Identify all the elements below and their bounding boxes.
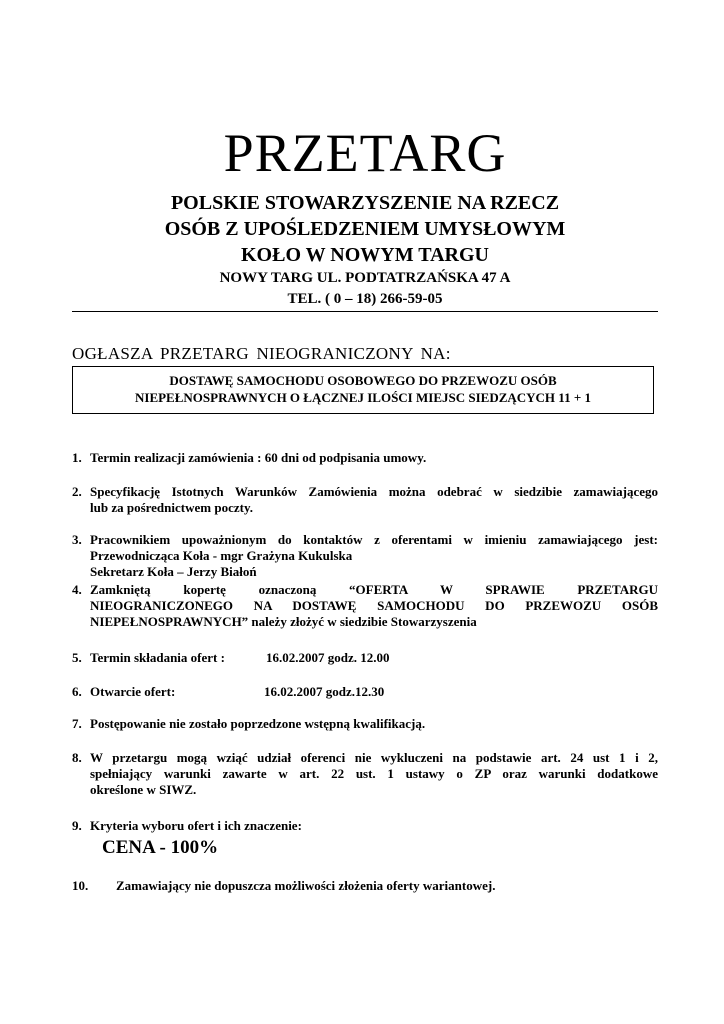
list-item-text: spełniający warunki zawarte w art. 22 ust. 1 ustawy o ZP oraz warunki dodatkowe: [90, 766, 658, 781]
offer-opening-value: 16.02.2007 godz.12.30: [264, 684, 385, 699]
list-item-text: lub za pośrednictwem poczty.: [90, 500, 253, 515]
list-item-number: 10.: [72, 878, 89, 893]
tender-subject-line-2: NIEPEŁNOSPRAWNYCH O ŁĄCZNEJ ILOŚCI MIEJSC SIEDZĄCYCH 11 + 1: [135, 390, 591, 405]
list-item: [72, 532, 658, 580]
list-item: [72, 582, 658, 630]
list-item-text: Zamawiający nie dopuszcza możliwości złożenia oferty wariantowej.: [116, 878, 496, 893]
organization-name-line-1: POLSKIE STOWARZYSZENIE NA RZECZ: [170, 192, 560, 214]
list-item-text: NIEPEŁNOSPRAWNYCH” należy złożyć w siedzibie Stowarzyszenia: [90, 614, 477, 629]
list-item-number: 8.: [72, 750, 82, 765]
organization-name-line-3: KOŁO W NOWYM TARGU: [241, 244, 489, 266]
list-item-number: 2.: [72, 484, 82, 499]
list-item: [72, 716, 658, 732]
list-item: [72, 484, 658, 516]
list-item-text: Termin realizacji zamówienia : 60 dni od podpisania umowy.: [90, 450, 427, 465]
list-item-number: 4.: [72, 582, 82, 597]
list-item-number: 6.: [72, 684, 82, 699]
tender-subject-box: [72, 366, 654, 414]
list-item-number: 5.: [72, 650, 82, 665]
list-item-text: Postępowanie nie zostało poprzedzone wstępną kwalifikacją.: [90, 716, 426, 731]
list-item-number: 3.: [72, 532, 82, 547]
header-divider: [72, 311, 658, 312]
list-item: [72, 450, 658, 466]
list-item: [72, 650, 658, 666]
organization-phone: TEL. ( 0 – 18) 266-59-05: [287, 291, 443, 307]
list-item-number: 1.: [72, 450, 82, 465]
document-title: PRZETARG: [223, 123, 507, 183]
list-item-text: określone w SIWZ.: [90, 782, 197, 797]
offer-deadline-label: Termin składania ofert :: [90, 650, 225, 665]
contact-person-secretary: Sekretarz Koła – Jerzy Białoń: [90, 564, 257, 579]
offer-deadline-value: 16.02.2007 godz. 12.00: [266, 650, 390, 665]
list-item-number: 9.: [72, 818, 82, 833]
list-item-text: Kryteria wyboru ofert i ich znaczenie:: [90, 818, 302, 833]
list-item-number: 7.: [72, 716, 82, 731]
list-item-text: Zamkniętą kopertę oznaczoną “OFERTA W SPRAWIE PRZETARGU: [90, 582, 658, 597]
list-item: [72, 818, 658, 860]
list-item: [72, 878, 658, 894]
offer-opening-label: Otwarcie ofert:: [90, 684, 176, 699]
list-item: [72, 750, 658, 798]
organization-address: NOWY TARG UL. PODTATRZAŃSKA 47 A: [219, 270, 511, 286]
organization-name-line-2: OSÓB Z UPOŚLEDZENIEM UMYSŁOWYM: [164, 218, 566, 240]
list-item-text: Pracownikiem upoważnionym do kontaktów z oferentami w imieniu zamawiającego jest:: [90, 532, 658, 547]
contact-person-chair: Przewodnicząca Koła - mgr Grażyna Kukulska: [90, 548, 353, 563]
list-item: [72, 684, 658, 700]
tender-subject-line-1: DOSTAWĘ SAMOCHODU OSOBOWEGO DO PRZEWOZU OSÓB: [169, 373, 557, 388]
list-item-text: NIEOGRANICZONEGO NA DOSTAWĘ SAMOCHODU DO PRZEWOZU OSÓB: [90, 598, 658, 613]
document-header: [72, 120, 658, 310]
list-item-text: W przetargu mogą wziąć udział oferenci nie wykluczeni na podstawie art. 24 ust 1 i 2,: [90, 750, 658, 765]
selection-criterion: CENA - 100%: [102, 837, 219, 858]
list-item-text: Specyfikację Istotnych Warunków Zamówienia można odebrać w siedzibie zamawiającego: [90, 484, 658, 499]
announcement-heading: OGŁASZA PRZETARG NIEOGRANICZONY NA:: [72, 344, 451, 363]
